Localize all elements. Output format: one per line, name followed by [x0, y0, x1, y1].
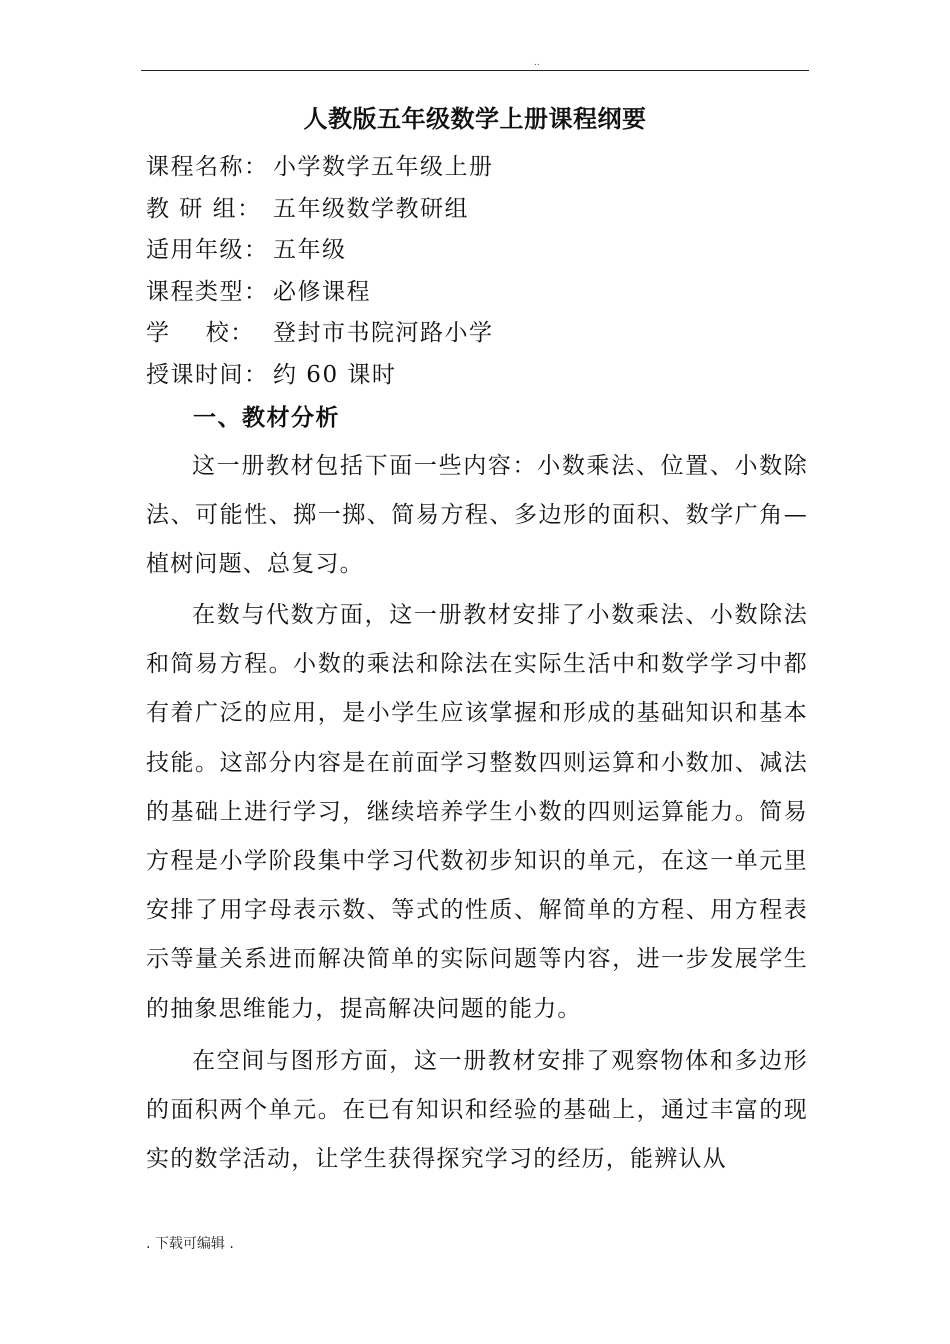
header-rule [141, 70, 809, 71]
paragraph-contents [146, 442, 808, 590]
info-row-course-type [146, 272, 494, 314]
paragraph-space-geometry [146, 1037, 808, 1185]
info-row-grade [146, 230, 494, 272]
info-label: 适用年级： [146, 237, 269, 264]
info-value: 五年级 [273, 237, 347, 264]
info-value: 登封市书院河路小学 [273, 320, 494, 347]
info-value: 五年级数学教研组 [273, 195, 469, 222]
paragraph-text: 在数与代数方面，这一册教材安排了小数乘法、小数除法和简易方程。小数的乘法和除法在实际生活中和数学学习中都有着广泛的应用，是小学生应该掌握和形成的基础知识和基本技能。这部分内容是在前面学习整数四则运算和小数加、减法的基础上进行学习，继续培养学生小数的四则运算能力。简易方程是小学阶段集中学习代数初步知识的单元，在这一单元里安排了用字母表示数、等式的性质、解简单的方程、用方程表示等量关系进而解决简单的实际问题等内容，进一步发展学生的抽象思维能力，提高解决问题的能力。 [146, 602, 808, 1022]
info-label: 教 研 组： [146, 195, 262, 222]
info-value: 必修课程 [273, 278, 371, 305]
info-label: 授课时间： [146, 361, 269, 388]
section-heading: 一、教材分析 [193, 404, 340, 431]
header-mark: .. [534, 58, 540, 68]
paragraph-text: 在空间与图形方面，这一册教材安排了观察物体和多边形的面积两个单元。在已有知识和经验的基础上，通过丰富的现实的数学活动，让学生获得探究学习的经历，能辨认从 [146, 1048, 808, 1173]
info-row-research-group [146, 189, 494, 231]
course-info-list [146, 147, 494, 397]
info-row-teaching-time [146, 355, 494, 397]
document-title: 人教版五年级数学上册课程纲要 [303, 104, 647, 133]
paragraph-number-algebra [146, 591, 808, 1034]
footer-note: . 下载可编辑 . [146, 1236, 234, 1252]
info-label: 课程类型： [146, 278, 269, 305]
info-value: 小学数学五年级上册 [273, 154, 494, 180]
info-row-school [146, 313, 494, 355]
info-value: 约 60 课时 [273, 361, 397, 388]
info-row-course-name [146, 147, 494, 189]
paragraph-text: 这一册教材包括下面一些内容：小数乘法、位置、小数除法、可能性、掷一掷、简易方程、多边形的面积、数学广角—植树问题、总复习。 [146, 453, 808, 578]
info-label: 学 校： [146, 320, 255, 347]
info-label: 课程名称： [146, 154, 269, 180]
